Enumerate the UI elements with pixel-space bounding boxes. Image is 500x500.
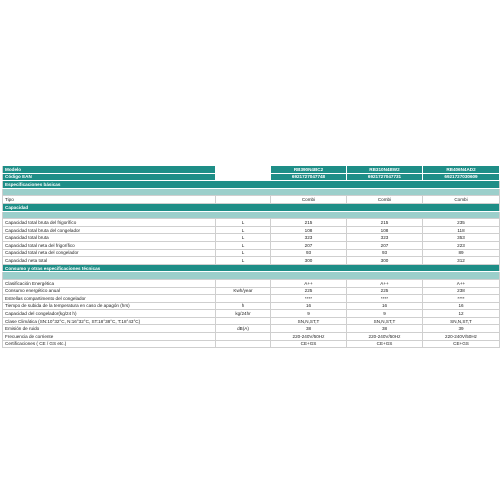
table-row (3, 317, 500, 325)
spec-value: 215 (347, 219, 423, 227)
table-row (3, 249, 500, 257)
spec-value: 38 (347, 325, 423, 333)
section-title: Capacidad (3, 203, 500, 211)
table-row (3, 257, 500, 265)
section-subheader (3, 188, 500, 196)
spec-value: 323 (271, 234, 347, 242)
header-row (3, 166, 500, 173)
spec-unit: L (216, 226, 271, 234)
spec-value: 118 (423, 226, 500, 234)
header-value: 6921727047731 (347, 173, 423, 181)
spec-value: 108 (347, 226, 423, 234)
spec-unit: dB(A) (216, 325, 271, 333)
table-row (3, 196, 500, 204)
spec-label: Capacidad total bruta del congelador (3, 226, 216, 234)
spec-unit (216, 317, 271, 325)
spec-label: Tipo (3, 196, 216, 204)
section-title: Especificaciones básicas (3, 181, 500, 189)
spec-unit: L (216, 219, 271, 227)
table-row (3, 241, 500, 249)
spec-label: Clasificación Energética (3, 279, 216, 287)
spec-value: CE+GS (271, 340, 347, 348)
spec-unit: Kwh/year (216, 287, 271, 295)
spec-label: Tiempo de subida de la temperatura en caso de apagón (hrs) (3, 302, 216, 310)
header-row (3, 173, 500, 181)
spec-unit: L (216, 249, 271, 257)
spec-value: **** (271, 295, 347, 303)
header-value: 6921727030609 (423, 173, 500, 181)
table-row (3, 340, 500, 348)
spec-unit (216, 196, 271, 204)
spec-value: CE+GS (347, 340, 423, 348)
spec-value: Combi (271, 196, 347, 204)
spec-unit (216, 333, 271, 341)
spec-value: 238 (423, 287, 500, 295)
spec-value: 89 (423, 249, 500, 257)
spec-value: 12 (423, 310, 500, 318)
section-subheader-cell (3, 272, 500, 280)
spec-label: Consumo energético anual (3, 287, 216, 295)
header-label: Modelo (3, 166, 216, 173)
section-header (3, 203, 500, 211)
section-subheader-cell (3, 188, 500, 196)
spec-value: 93 (347, 249, 423, 257)
spec-value: 225 (347, 287, 423, 295)
table-row (3, 287, 500, 295)
header-value: 6921727047748 (271, 173, 347, 181)
section-subheader-cell (3, 211, 500, 219)
table-row (3, 325, 500, 333)
section-header (3, 264, 500, 272)
spec-value: A++ (347, 279, 423, 287)
section-subheader (3, 272, 500, 280)
header-value: RB310N4BW2 (347, 166, 423, 173)
spec-value: 235 (423, 219, 500, 227)
spec-label: Frecuencia de corriente (3, 333, 216, 341)
table-row (3, 279, 500, 287)
section-subheader (3, 211, 500, 219)
section-header (3, 181, 500, 189)
table-row (3, 310, 500, 318)
table-row (3, 295, 500, 303)
spec-value: 39 (423, 325, 500, 333)
spec-value: **** (347, 295, 423, 303)
header-label: Código EAN (3, 173, 216, 181)
spec-value: 207 (271, 241, 347, 249)
spec-unit (216, 279, 271, 287)
spec-value: 220-240V/50Hz (271, 333, 347, 341)
spec-label: Emisión de ruido (3, 325, 216, 333)
spec-label: Certificaciones ( CE / GS etc.) (3, 340, 216, 348)
spec-value: A++ (423, 279, 500, 287)
spec-label: Capacidad total neta del congelador (3, 249, 216, 257)
header-gap (216, 173, 271, 181)
spec-value: 16 (423, 302, 500, 310)
spec-unit: kg/24hr (216, 310, 271, 318)
spec-value: 9 (271, 310, 347, 318)
section-title: Consumo y otras especificaciones técnicas (3, 264, 500, 272)
spec-value: 16 (347, 302, 423, 310)
table-row (3, 234, 500, 242)
spec-table-body (3, 166, 500, 348)
spec-label: Clase Climática (SN:10°32°C, N:16°32°C, ST:18°38°C, T:18°43°C) (3, 317, 216, 325)
spec-unit: L (216, 257, 271, 265)
spec-value: SN,N,ST,T (271, 317, 347, 325)
spec-unit: L (216, 241, 271, 249)
spec-unit (216, 295, 271, 303)
spec-value: 353 (423, 234, 500, 242)
spec-unit (216, 340, 271, 348)
spec-label: Capacidad neta total (3, 257, 216, 265)
spec-label: Capacidad total bruta (3, 234, 216, 242)
spec-label: Capacidad total bruta del frigorífico (3, 219, 216, 227)
spec-label: Capacidad total neta del frigorífico (3, 241, 216, 249)
spec-value: SN,N,ST,T (423, 317, 500, 325)
spec-value: 93 (271, 249, 347, 257)
spec-label: Capacidad del congelador(kg/24 h) (3, 310, 216, 318)
spec-table (2, 166, 500, 348)
spec-value: 38 (271, 325, 347, 333)
spec-value: 300 (347, 257, 423, 265)
header-value: RB406N4AD2 (423, 166, 500, 173)
spec-unit: L (216, 234, 271, 242)
spec-value: Combi (347, 196, 423, 204)
spec-value: SN,N,ST,T (347, 317, 423, 325)
spec-unit: h (216, 302, 271, 310)
spec-label: Estrellas compartimento del congelador (3, 295, 216, 303)
table-row (3, 219, 500, 227)
header-gap (216, 166, 271, 173)
spec-value: 215 (271, 219, 347, 227)
spec-value: **** (423, 295, 500, 303)
spec-value: 16 (271, 302, 347, 310)
spec-value: 312 (423, 257, 500, 265)
spec-value: Combi (423, 196, 500, 204)
spec-value: 9 (347, 310, 423, 318)
spec-value: 108 (271, 226, 347, 234)
table-row (3, 226, 500, 234)
spec-value: 225 (271, 287, 347, 295)
spec-value: 300 (271, 257, 347, 265)
table-row (3, 302, 500, 310)
spec-value: 220-240V/50Hz (347, 333, 423, 341)
header-value: RB390N4BC2 (271, 166, 347, 173)
spec-value: 207 (347, 241, 423, 249)
spec-value: 220-240V/50Hz (423, 333, 500, 341)
spec-value: 323 (347, 234, 423, 242)
spec-value: 223 (423, 241, 500, 249)
spec-value: CE+GS (423, 340, 500, 348)
spec-value: A++ (271, 279, 347, 287)
table-row (3, 333, 500, 341)
